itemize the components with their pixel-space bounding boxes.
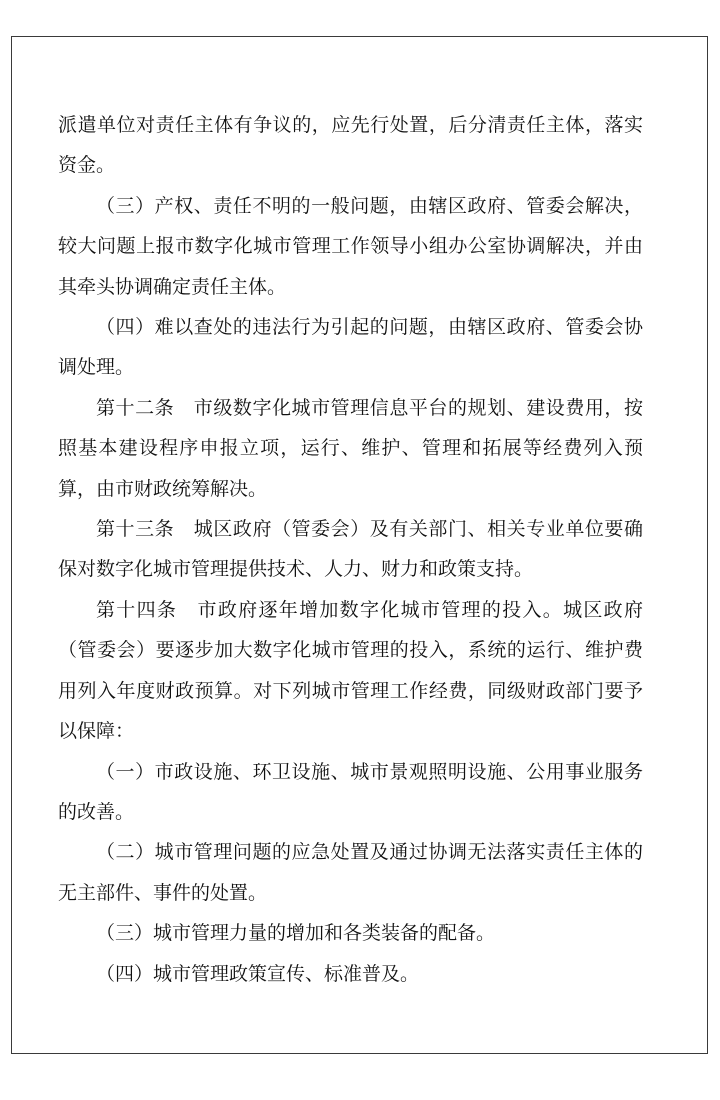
funding-item-4: （四）城市管理政策宣传、标准普及。 — [96, 962, 420, 985]
funding-item-3: （三）城市管理力量的增加和各类装备的配备。 — [96, 922, 496, 945]
funding-item-2: （二）城市管理问题的应急处置及通过协调无法落实责任主体的无主部件、事件的处置。 — [58, 841, 643, 904]
funding-item-1: （一）市政设施、环卫设施、城市景观照明设施、公用事业服务的改善。 — [58, 760, 643, 823]
article-14: 第十四条 市政府逐年增加数字化城市管理的投入。城区政府（管委会）要逐步加大数字化城市管理的投入，系统的运行、维护费用列入年度财政预算。对下列城市管理工作经费，同级财政部门要予以保障： — [58, 598, 643, 743]
paragraph-item-3: （三）产权、责任不明的一般问题，由辖区政府、管委会解决，较大问题上报市数字化城市管理工作领导小组办公室协调解决，并由其牵头协调确定责任主体。 — [58, 194, 643, 298]
article-12: 第十二条 市级数字化城市管理信息平台的规划、建设费用，按照基本建设程序申报立项，运行、维护、管理和拓展等经费列入预算，由市财政统筹解决。 — [58, 396, 643, 500]
article-13: 第十三条 城区政府（管委会）及有关部门、相关专业单位要确保对数字化城市管理提供技术、人力、财力和政策支持。 — [58, 518, 643, 581]
paragraph-item-4: （四）难以查处的违法行为引起的问题，由辖区政府、管委会协调处理。 — [58, 316, 643, 379]
document-body — [58, 105, 643, 994]
paragraph-continuation: 派遣单位对责任主体有争议的，应先行处置，后分清责任主体，落实资金。 — [58, 114, 643, 177]
